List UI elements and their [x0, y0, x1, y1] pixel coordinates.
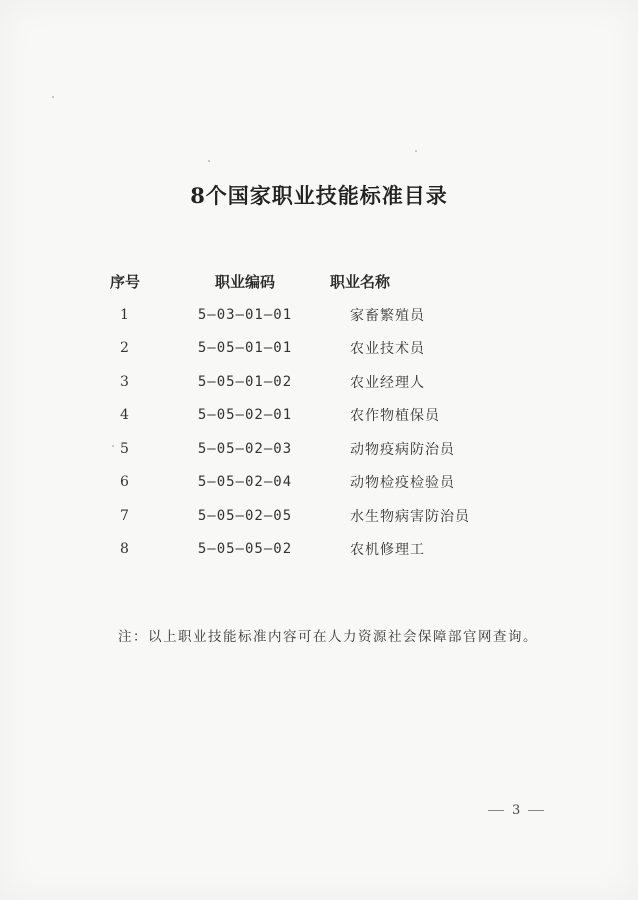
table-row [90, 533, 510, 567]
table-row [90, 298, 510, 332]
scan-speck [208, 160, 210, 162]
row-code: 5—03—01—01 [197, 306, 293, 323]
standards-table [90, 264, 510, 566]
row-index: 1 [120, 306, 130, 323]
header-name: 职业名称 [330, 272, 391, 291]
row-name: 家畜繁殖员 [350, 307, 425, 324]
row-name: 动物检疫检验员 [350, 475, 455, 492]
page-number-value: 3 [512, 803, 521, 818]
row-name: 农业经理人 [350, 374, 425, 391]
row-name: 农业技术员 [350, 341, 425, 358]
table-row [90, 365, 510, 399]
page-number-dash-left [488, 810, 504, 811]
scan-speck [52, 96, 54, 98]
row-index: 2 [120, 340, 130, 357]
table-header-row [90, 264, 510, 298]
row-code: 5—05—01—02 [197, 373, 293, 390]
row-index: 5 [120, 440, 130, 457]
header-code: 职业编码 [214, 272, 275, 291]
row-index: 3 [120, 373, 130, 390]
row-index: 4 [120, 407, 130, 424]
page-number-dash-right [528, 810, 544, 811]
page-number [480, 803, 552, 818]
table-row [90, 466, 510, 500]
row-code: 5—05—02—03 [197, 440, 293, 457]
row-index: 8 [120, 541, 130, 558]
row-code: 5—05—01—01 [197, 340, 293, 357]
row-code: 5—05—05—02 [197, 541, 293, 558]
scan-speck [415, 150, 417, 152]
row-index: 6 [120, 474, 130, 491]
footnote: 注：以上职业技能标准内容可在人力资源社会保障部官网查询。 [118, 629, 538, 645]
row-code: 5—05—02—05 [197, 507, 293, 524]
header-index: 序号 [109, 272, 140, 291]
row-name: 农机修理工 [350, 542, 425, 559]
row-code: 5—05—02—01 [197, 407, 293, 424]
row-name: 动物疫病防治员 [350, 441, 455, 458]
row-name: 水生物病害防治员 [350, 508, 470, 525]
table-row [90, 499, 510, 533]
document-title: 8个国家职业技能标准目录 [190, 183, 448, 208]
table-row [90, 332, 510, 366]
row-code: 5—05—02—04 [197, 474, 293, 491]
row-name: 农作物植保员 [350, 408, 440, 425]
table-row [90, 432, 510, 466]
row-index: 7 [120, 507, 130, 524]
table-row [90, 399, 510, 433]
